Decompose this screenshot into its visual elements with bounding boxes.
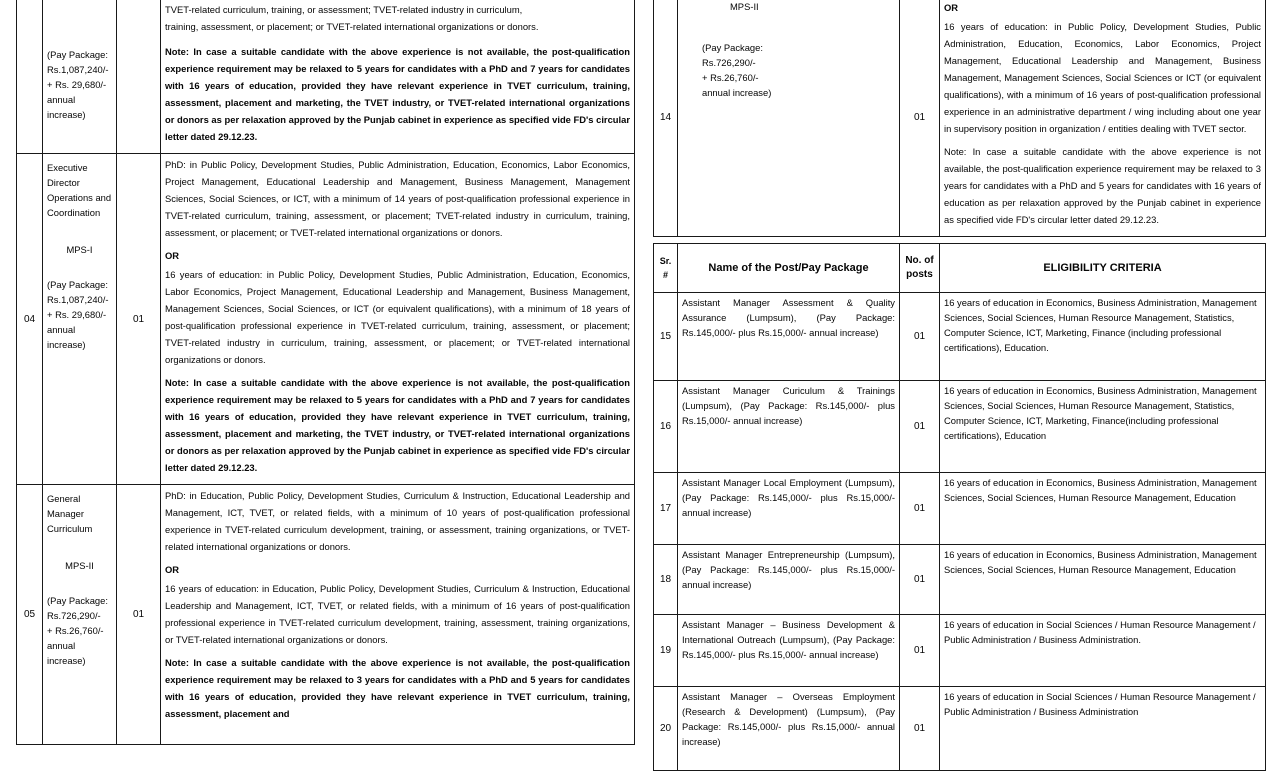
serial-number: 17 — [654, 473, 678, 545]
post-cell: Executive Director Operations and Coordination MPS-I (Pay Package: Rs.1,087,240/- + Rs. 29,680/- annual increase) — [43, 154, 117, 485]
table-row — [654, 293, 1266, 381]
number-of-posts: 01 — [900, 293, 940, 381]
post-cell: Assistant Manager Curiculum & Trainings (Lumpsum), (Pay Package: Rs.145,000/- plus Rs.15,000/- annual increase) — [678, 381, 900, 473]
criteria-cell — [940, 0, 1266, 237]
table-row — [654, 615, 1266, 687]
table-row — [17, 485, 635, 745]
header-criteria: ELIGIBILITY CRITERIA — [940, 244, 1266, 293]
post-title: Executive Director Operations and Coordination — [47, 162, 112, 218]
phd-criteria: PhD: in Public Policy, Development Studies, Public Administration, Education, Economics, Labor Economics, Project Management, Educational Leadership and Management, Business Management, Management Sciences, Social Sciences, or ICT, with a minimum of 14 years of post-qualification professional experience in TVET-related curriculum, training, assessment, or placement; TVET-related industry in curriculum, training, assessment, or placement; or TVET-related international organizations or donors. — [165, 159, 630, 238]
criteria-cell: 16 years of education in Social Sciences / Human Resource Management / Public Administration / Business Administration — [940, 687, 1266, 771]
number-of-posts: 01 — [117, 154, 161, 485]
post-cell: Assistant Manager Local Employment (Lumpsum), (Pay Package: Rs.145,000/- plus Rs.15,000/- annual increase) — [678, 473, 900, 545]
left-column — [16, 0, 634, 745]
right-top-table — [653, 0, 1266, 237]
post-cell: MPS-II (Pay Package: Rs.726,290/- + Rs.26,760/- annual increase) — [678, 0, 900, 237]
post-cell: (Pay Package: Rs.1,087,240/- + Rs. 29,680/- annual increase) — [43, 0, 117, 154]
header-posts: No. of posts — [900, 244, 940, 293]
right-column — [653, 0, 1265, 771]
serial-number: 14 — [654, 0, 678, 237]
criteria-cell: 16 years of education in Economics, Business Administration, Management Sciences, Social Sciences, Human Resource Management, Education — [940, 545, 1266, 615]
criteria-cell: TVET-related curriculum, training, or assessment; TVET-related industry in curriculum, training, assessment, or placement; or TVET-related international organizations or donors. Note: In case a suitable candidate with the above experience is not available, the post-qualification experience requirement may be relaxed to 5 years for candidates with a PhD and 7 years for candidates with 16 years of education, provided they have relevant experience in TVET curriculum, training, assessment, placement and marketing, the TVET industry, or TVET-related international organizations or donors as per relaxation approved by the Punjab cabinet in experience as specified vide FD's circular letter dated 29.12.23. — [161, 0, 635, 154]
post-cell: Assistant Manager – Business Development & International Outreach (Lumpsum), (Pay Package: Rs.145,000/- plus Rs.15,000/- annual increase) — [678, 615, 900, 687]
number-of-posts: 01 — [900, 473, 940, 545]
note-text: Note: In case a suitable candidate with the above experience is not available, the post-qualification experience requirement may be relaxed to 3 years for candidates with a PhD and 5 years for candidates with 16 years of education, provided they have relevant experience in TVET curriculum, training, assessment, placement and — [165, 657, 630, 719]
serial-number: 05 — [17, 485, 43, 745]
table-header-row — [654, 244, 1266, 293]
criteria-cell: 16 years of education in Social Sciences / Human Resource Management / Public Administration / Business Administration. — [940, 615, 1266, 687]
post-cell: General Manager Curriculum MPS-II (Pay Package: Rs.726,290/- + Rs.26,760/- annual increase) — [43, 485, 117, 745]
criteria-cell: 16 years of education in Economics, Business Administration, Management Sciences, Social Sciences, Human Resource Management, Education — [940, 473, 1266, 545]
right-eligibility-table — [653, 243, 1266, 771]
post-cell: Assistant Manager Assessment & Quality Assurance (Lumpsum), (Pay Package: Rs.145,000/- plus Rs.15,000/- annual increase) — [678, 293, 900, 381]
number-of-posts: 01 — [900, 687, 940, 771]
left-eligibility-table — [16, 0, 635, 745]
post-cell: Assistant Manager – Overseas Employment (Research & Development) (Lumpsum), (Pay Package: Rs.145,000/- plus Rs.15,000/- annual increase) — [678, 687, 900, 771]
education-criteria: 16 years of education: in Public Policy, Development Studies, Public Administration, Education, Economics, Labor Economics, Project Management, Educational Leadership and Management, Business Management, Management Sciences, Social Sciences, or ICT (or equivalent qualifications), with a minimum of 18 years of post-qualification professional experience in TVET-related curriculum, training, assessment, or placement; TVET-related industry in curriculum, training, assessment, or placement; or TVET-related international organizations or donors. — [165, 269, 630, 365]
note-text: Note: In case a suitable candidate with the above experience is not available, the post-qualification experience requirement may be relaxed to 3 years for candidates with a PhD and 5 years for candidates with 16 years of education as per relaxation approved by the Punjab cabinet in experience as specified vide FD's circular letter dated 29.12.23. — [944, 146, 1261, 225]
number-of-posts: 01 — [900, 381, 940, 473]
criteria-cell: 16 years of education in Economics, Business Administration, Management Sciences, Social Sciences, Human Resource Management, Statistics, Computer Science, ICT, Marketing, Finance (including professional certifications), Education. — [940, 293, 1266, 381]
criteria-cell — [161, 485, 635, 745]
pay-grade: MPS-II — [65, 560, 94, 571]
or-label: OR — [165, 564, 180, 575]
post-title: General Manager Curriculum — [47, 493, 93, 534]
or-label: OR — [165, 250, 180, 261]
table-row — [17, 0, 635, 154]
number-of-posts: 01 — [900, 615, 940, 687]
table-row — [654, 473, 1266, 545]
pay-grade: MPS-II — [730, 1, 759, 12]
table-row — [654, 687, 1266, 771]
post-cell: Assistant Manager Entrepreneurship (Lumpsum), (Pay Package: Rs.145,000/- plus Rs.15,000/- annual increase) — [678, 545, 900, 615]
phd-criteria: PhD: in Education, Public Policy, Development Studies, Curriculum & Instruction, Educational Leadership and Management, ICT, TVET, or related fields, with a minimum of 10 years of post-qualification professional experience in TVET-related curriculum development, training, or assessment, training organizations, or TVET-related international organizations or donors. — [165, 490, 630, 552]
serial-number: 04 — [17, 154, 43, 485]
table-row — [654, 545, 1266, 615]
education-criteria: 16 years of education: in Education, Public Policy, Development Studies, Curriculum & Instruction, Educational Leadership and Management, ICT, TVET, or related fields, with a minimum of 16 years of post-qualification professional experience in TVET-related curriculum development, training, assessment, training organizations, or TVET-related international organizations or donors. — [165, 583, 630, 645]
table-row — [654, 381, 1266, 473]
number-of-posts: 01 — [117, 485, 161, 745]
number-of-posts: 01 — [900, 545, 940, 615]
note-text: Note: In case a suitable candidate with the above experience is not available, the post-qualification experience requirement may be relaxed to 5 years for candidates with a PhD and 7 years for candidates with 16 years of education, provided they have relevant experience in TVET curriculum, training, assessment, placement and marketing, the TVET industry, or TVET-related international organizations or donors as per relaxation approved by the Punjab cabinet in experience as specified vide FD's circular letter dated 29.12.23. — [165, 377, 630, 473]
or-label: OR — [944, 2, 959, 13]
note-text: Note: In case a suitable candidate with the above experience is not available, the post-qualification experience requirement may be relaxed to 5 years for candidates with a PhD and 7 years for candidates with 16 years of education, provided they have relevant experience in TVET curriculum, training, assessment, placement and marketing, the TVET industry, or TVET-related international organizations or donors as per relaxation approved by the Punjab cabinet in experience as specified vide FD's circular letter dated 29.12.23. — [165, 46, 630, 142]
header-sr: Sr. # — [654, 244, 678, 293]
pay-grade: MPS-I — [66, 244, 93, 255]
header-post: Name of the Post/Pay Package — [678, 244, 900, 293]
serial-number: 15 — [654, 293, 678, 381]
table-row — [654, 0, 1266, 237]
serial-number: 19 — [654, 615, 678, 687]
serial-number: 20 — [654, 687, 678, 771]
serial-number: 18 — [654, 545, 678, 615]
serial-number: 16 — [654, 381, 678, 473]
table-row — [17, 154, 635, 485]
number-of-posts: 01 — [900, 0, 940, 237]
education-criteria: 16 years of education: in Public Policy, Development Studies, Public Administration, Education, Economics, Labor Economics, Project Management, Educational Leadership and Management, Business Management, Management Sciences, Social Sciences or ICT (or equivalent qualifications), with a minimum of 16 years of post-qualification professional experience in an administrative department / wing including about one year in supervisory position in organization / entities dealing with TVET sector. — [944, 21, 1261, 134]
criteria-cell — [161, 154, 635, 485]
criteria-cell: 16 years of education in Economics, Business Administration, Management Sciences, Social Sciences, Human Resource Management, Statistics, Computer Science, ICT, Marketing, Finance(including professional certifications), Education — [940, 381, 1266, 473]
